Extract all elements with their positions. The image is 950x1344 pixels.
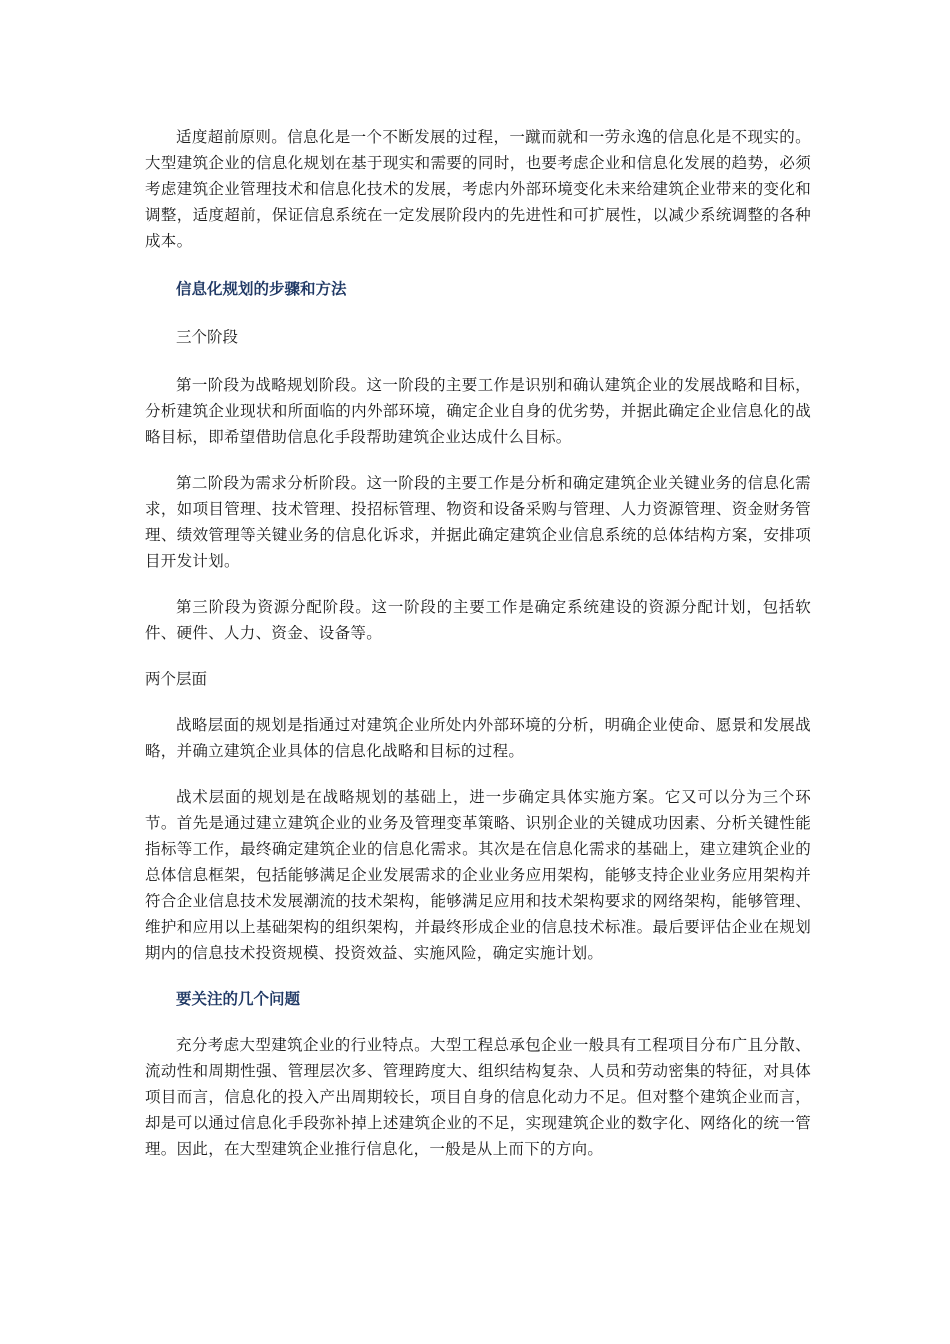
section-heading-key-issues: 要关注的几个问题 (176, 989, 301, 1008)
paragraph-moderate-advance: 适度超前原则。信息化是一个不断发展的过程，一蹴而就和一劳永逸的信息化是不现实的。大型建筑企业的信息化规划在基于现实和需要的同时，也要考虑企业和信息化发展的趋势，必须考虑建筑企业管理技术和信息化技术的发展，考虑内外部环境变化未来给建筑企业带来的变化和调整，适度超前，保证信息系统在一定发展阶段内的先进性和可扩展性，以减少系统调整的各种成本。 (145, 128, 811, 250)
subheading-three-stages: 三个阶段 (176, 328, 239, 346)
paragraph-strategic-level: 战略层面的规划是指通过对建筑企业所处内外部环境的分析，明确企业使命、愿景和发展战略，并确立建筑企业具体的信息化战略和目标的过程。 (145, 716, 811, 760)
document-page (145, 124, 811, 1162)
paragraph-stage-two: 第二阶段为需求分析阶段。这一阶段的主要工作是分析和确定建筑企业关键业务的信息化需求，如项目管理、技术管理、投招标管理、物资和设备采购与管理、人力资源管理、资金财务管理、绩效管理等关键业务的信息化诉求，并据此确定建筑企业信息系统的总体结构方案，安排项目开发计划。 (145, 474, 811, 570)
paragraph-stage-three: 第三阶段为资源分配阶段。这一阶段的主要工作是确定系统建设的资源分配计划，包括软件、硬件、人力、资金、设备等。 (145, 598, 811, 642)
section-heading-steps-methods: 信息化规划的步骤和方法 (176, 279, 347, 298)
subheading-two-levels: 两个层面 (145, 670, 208, 688)
paragraph-stage-one: 第一阶段为战略规划阶段。这一阶段的主要工作是识别和确认建筑企业的发展战略和目标，分析建筑企业现状和所面临的内外部环境，确定企业自身的优劣势，并据此确定企业信息化的战略目标，即希望借助信息化手段帮助建筑企业达成什么目标。 (145, 376, 811, 446)
paragraph-industry-characteristics: 充分考虑大型建筑企业的行业特点。大型工程总承包企业一般具有工程项目分布广且分散、流动性和周期性强、管理层次多、管理跨度大、组织结构复杂、人员和劳动密集的特征，对具体项目而言，信息化的投入产出周期较长，项目自身的信息化动力不足。但对整个建筑企业而言，却是可以通过信息化手段弥补掉上述建筑企业的不足，实现建筑企业的数字化、网络化的统一管理。因此，在大型建筑企业推行信息化，一般是从上而下的方向。 (145, 1036, 811, 1158)
paragraph-tactical-level: 战术层面的规划是在战略规划的基础上，进一步确定具体实施方案。它又可以分为三个环节。首先是通过建立建筑企业的业务及管理变革策略、识别企业的关键成功因素、分析关键性能指标等工作，最终确定建筑企业的信息化需求。其次是在信息化需求的基础上，建立建筑企业的总体信息框架，包括能够满足企业发展需求的企业业务应用架构，能够支持企业业务应用架构并符合企业信息技术发展潮流的技术架构，能够满足应用和技术架构要求的网络架构，能够管理、维护和应用以上基础架构的组织架构，并最终形成企业的信息技术标准。最后要评估企业在规划期内的信息技术投资规模、投资效益、实施风险，确定实施计划。 (145, 788, 811, 962)
